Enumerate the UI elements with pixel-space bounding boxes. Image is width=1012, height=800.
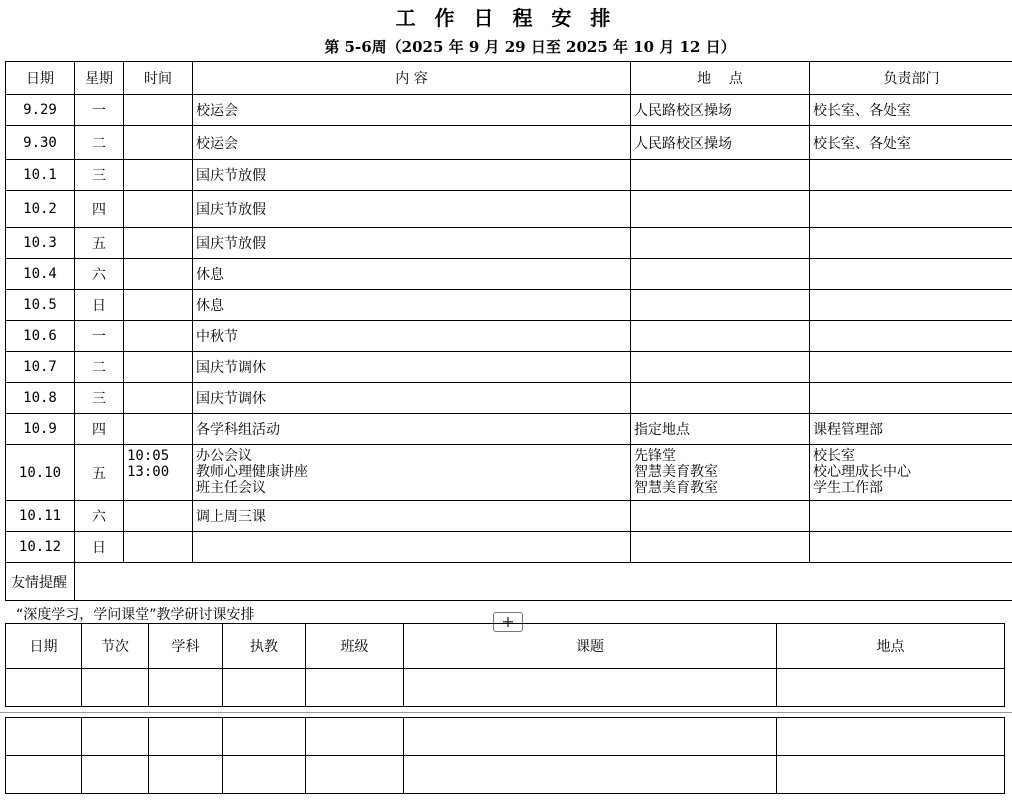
schedule-content-cell: 国庆节放假 (193, 160, 631, 191)
schedule-header-row (6, 62, 1012, 95)
schedule-time-cell (124, 259, 193, 290)
schedule-weekday-cell: 六 (75, 501, 124, 532)
schedule-weekday-cell: 二 (75, 126, 124, 160)
seminar-cell[interactable] (6, 718, 82, 756)
seminar-row (6, 669, 1005, 707)
schedule-weekday-cell: 一 (75, 321, 124, 352)
seminar-cell[interactable] (223, 756, 306, 794)
seminar-cell[interactable] (82, 669, 149, 707)
schedule-date-cell: 10.2 (6, 191, 75, 228)
schedule-location-cell (631, 259, 810, 290)
schedule-time-cell (124, 532, 193, 563)
schedule-date-cell: 10.5 (6, 290, 75, 321)
schedule-dept-cell (810, 259, 1012, 290)
schedule-content-cell: 校运会 (193, 126, 631, 160)
schedule-time-cell (124, 228, 193, 259)
schedule-dept-cell (810, 228, 1012, 259)
schedule-content-cell: 国庆节调休 (193, 352, 631, 383)
schedule-date-cell: 10.10 (6, 445, 75, 501)
schedule-location-line: 先锋堂 (634, 448, 676, 464)
schedule-time-cell (124, 414, 193, 445)
schedule-row (6, 259, 1012, 290)
schedule-dept-line: 学生工作部 (813, 480, 883, 496)
seminar-row (6, 756, 1005, 794)
schedule-date-cell: 10.7 (6, 352, 75, 383)
schedule-dept-cell: 校长室、各处室 (810, 126, 1012, 160)
schedule-time-cell (124, 445, 193, 501)
seminar-table (5, 623, 1005, 707)
seminar-table-continued (5, 717, 1005, 794)
schedule-row (6, 126, 1012, 160)
seminar-cell[interactable] (223, 669, 306, 707)
header-time: 时间 (124, 62, 193, 95)
schedule-location-cell (631, 445, 810, 501)
schedule-location-cell: 人民路校区操场 (631, 126, 810, 160)
schedule-content-cell: 调上周三课 (193, 501, 631, 532)
schedule-location-cell: 指定地点 (631, 414, 810, 445)
schedule-date-cell: 10.3 (6, 228, 75, 259)
schedule-time-cell (124, 383, 193, 414)
schedule-content-cell (193, 532, 631, 563)
schedule-content-cell: 国庆节调休 (193, 383, 631, 414)
schedule-time-cell (124, 160, 193, 191)
schedule-location-cell (631, 290, 810, 321)
seminar-cell[interactable] (777, 669, 1005, 707)
schedule-dept-cell (810, 160, 1012, 191)
schedule-dept-line: 校长室 (813, 448, 855, 464)
schedule-content-cell: 各学科组活动 (193, 414, 631, 445)
schedule-location-cell (631, 191, 810, 228)
schedule-time-cell (124, 321, 193, 352)
header-content: 内 容 (193, 62, 631, 95)
schedule-time-cell (124, 352, 193, 383)
seminar-cell[interactable] (404, 756, 777, 794)
schedule-date-cell: 10.4 (6, 259, 75, 290)
seminar-cell[interactable] (223, 718, 306, 756)
schedule-dept-line: 校心理成长中心 (813, 464, 911, 480)
schedule-time-line: 13:00 (127, 464, 170, 480)
seminar-header-subject: 学科 (149, 624, 223, 669)
schedule-weekday-cell: 四 (75, 414, 124, 445)
schedule-dept-cell: 校长室、各处室 (810, 95, 1012, 126)
schedule-content-cell (193, 445, 631, 501)
schedule-time-cell (124, 95, 193, 126)
schedule-row (6, 501, 1012, 532)
schedule-weekday-cell: 六 (75, 259, 124, 290)
seminar-cell[interactable] (404, 669, 777, 707)
schedule-row (6, 321, 1012, 352)
schedule-time-line: 10:05 (127, 448, 170, 464)
schedule-location-cell (631, 352, 810, 383)
schedule-dept-cell: 课程管理部 (810, 414, 1012, 445)
schedule-dept-cell (810, 501, 1012, 532)
page-break-divider (0, 712, 1012, 713)
seminar-cell[interactable] (777, 718, 1005, 756)
seminar-cell[interactable] (404, 718, 777, 756)
schedule-location-cell (631, 160, 810, 191)
seminar-cell[interactable] (149, 756, 223, 794)
schedule-dept-cell (810, 321, 1012, 352)
schedule-dept-cell (810, 191, 1012, 228)
schedule-content-line: 教师心理健康讲座 (196, 464, 308, 480)
schedule-date-cell: 10.12 (6, 532, 75, 563)
schedule-location-cell (631, 501, 810, 532)
schedule-row (6, 160, 1012, 191)
seminar-cell[interactable] (306, 756, 404, 794)
work-schedule-table (5, 61, 1012, 601)
schedule-dept-cell (810, 352, 1012, 383)
seminar-header-teacher: 执教 (223, 624, 306, 669)
seminar-cell[interactable] (306, 718, 404, 756)
seminar-cell[interactable] (82, 718, 149, 756)
schedule-date-cell: 10.6 (6, 321, 75, 352)
schedule-location-line: 智慧美育教室 (634, 464, 718, 480)
schedule-date-cell: 9.29 (6, 95, 75, 126)
seminar-title: “深度学习，学问课堂”教学研讨课安排 (16, 607, 255, 623)
schedule-row (6, 414, 1012, 445)
reminder-row (6, 563, 1012, 601)
schedule-location-line: 智慧美育教室 (634, 480, 718, 496)
schedule-content-cell: 校运会 (193, 95, 631, 126)
seminar-header-class: 班级 (306, 624, 404, 669)
schedule-location-cell (631, 383, 810, 414)
schedule-date-cell: 10.1 (6, 160, 75, 191)
schedule-row (6, 191, 1012, 228)
schedule-location-cell (631, 321, 810, 352)
schedule-content-cell: 休息 (193, 259, 631, 290)
schedule-row (6, 352, 1012, 383)
schedule-content-line: 班主任会议 (196, 480, 266, 496)
schedule-content-cell: 中秋节 (193, 321, 631, 352)
schedule-date-cell: 10.11 (6, 501, 75, 532)
schedule-weekday-cell: 三 (75, 160, 124, 191)
seminar-cell[interactable] (306, 669, 404, 707)
schedule-weekday-cell: 三 (75, 383, 124, 414)
seminar-row (6, 718, 1005, 756)
seminar-header-row (6, 624, 1005, 669)
schedule-row (6, 383, 1012, 414)
reminder-text[interactable] (75, 563, 1012, 601)
schedule-date-cell: 10.8 (6, 383, 75, 414)
seminar-header-period: 节次 (82, 624, 149, 669)
reminder-label: 友情提醒 (6, 563, 75, 601)
seminar-cell[interactable] (6, 756, 82, 794)
schedule-dept-cell (810, 290, 1012, 321)
header-date: 日期 (6, 62, 75, 95)
schedule-location-cell: 人民路校区操场 (631, 95, 810, 126)
page-title: 工 作 日 程 安 排 (395, 6, 617, 30)
schedule-weekday-cell: 五 (75, 228, 124, 259)
header-location: 地 点 (631, 62, 810, 95)
schedule-time-cell (124, 290, 193, 321)
schedule-location-cell (631, 228, 810, 259)
schedule-weekday-cell: 日 (75, 290, 124, 321)
schedule-weekday-cell: 一 (75, 95, 124, 126)
schedule-weekday-cell: 四 (75, 191, 124, 228)
schedule-row (6, 95, 1012, 126)
header-weekday: 星期 (75, 62, 124, 95)
schedule-time-cell (124, 126, 193, 160)
schedule-dept-cell (810, 383, 1012, 414)
seminar-cell[interactable] (149, 718, 223, 756)
schedule-weekday-cell: 日 (75, 532, 124, 563)
schedule-row (6, 445, 1012, 501)
schedule-location-cell (631, 532, 810, 563)
schedule-dept-cell (810, 532, 1012, 563)
schedule-time-cell (124, 191, 193, 228)
schedule-date-cell: 10.9 (6, 414, 75, 445)
seminar-cell[interactable] (82, 756, 149, 794)
schedule-content-line: 办公会议 (196, 448, 252, 464)
schedule-row (6, 228, 1012, 259)
header-dept: 负责部门 (810, 62, 1012, 95)
schedule-time-cell (124, 501, 193, 532)
schedule-content-cell: 休息 (193, 290, 631, 321)
add-row-button[interactable]: + (493, 612, 523, 632)
schedule-weekday-cell: 二 (75, 352, 124, 383)
seminar-header-location: 地点 (777, 624, 1005, 669)
schedule-content-cell: 国庆节放假 (193, 228, 631, 259)
date-range-subtitle: 第 5-6周（2025 年 9 月 29 日至 2025 年 10 月 12 日） (324, 38, 736, 56)
schedule-dept-cell (810, 445, 1012, 501)
schedule-row (6, 532, 1012, 563)
seminar-cell[interactable] (149, 669, 223, 707)
seminar-cell[interactable] (6, 669, 82, 707)
schedule-content-cell: 国庆节放假 (193, 191, 631, 228)
schedule-row (6, 290, 1012, 321)
schedule-weekday-cell: 五 (75, 445, 124, 501)
seminar-header-topic: 课题 (404, 624, 777, 669)
seminar-header-date: 日期 (6, 624, 82, 669)
seminar-cell[interactable] (777, 756, 1005, 794)
schedule-date-cell: 9.30 (6, 126, 75, 160)
